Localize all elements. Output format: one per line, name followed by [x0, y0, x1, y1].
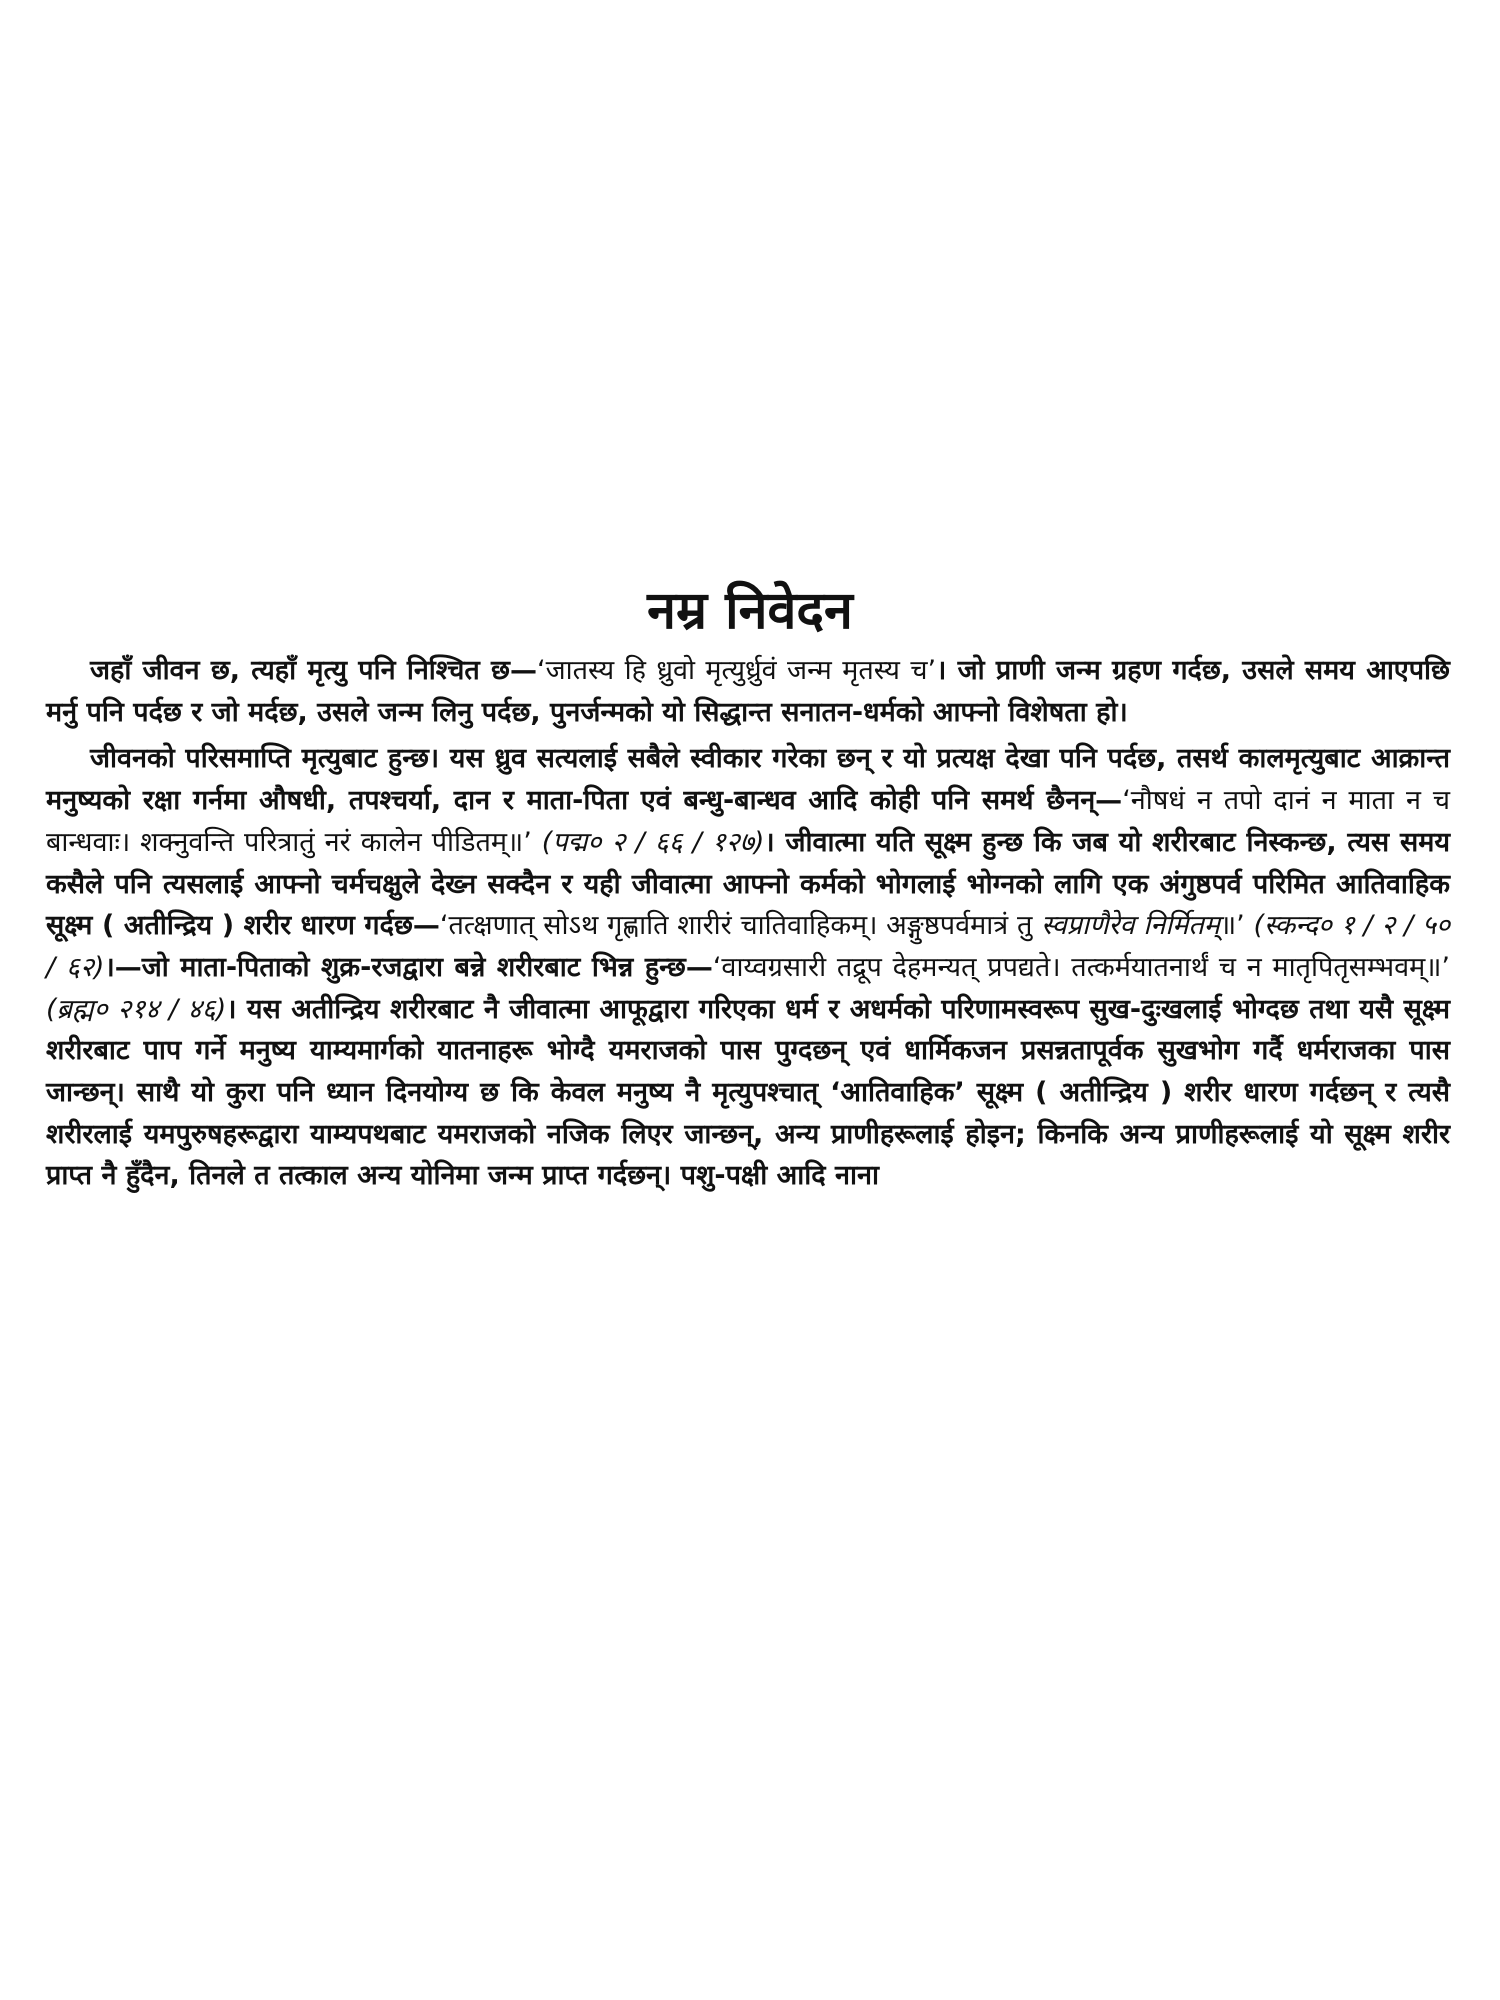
- body-text: [46, 650, 1450, 1197]
- quote-italic-run: स्वप्राणैरेव निर्मितम्: [1041, 910, 1220, 942]
- quote-run: ‘वाय्वग्रसारी तद्रूप देहमन्यत् प्रपद्यते। तत्कर्मयातनार्थं च न मातृपितृसम्भवम्॥’: [712, 951, 1451, 983]
- text-run: । जो प्राणी जन्म ग्रहण गर्दछ, उसले समय आएपछि मर्नु पनि पर्दछ र जो मर्दछ, उसले जन्म लिनु पर्दछ, पुनर्जन्मको यो सिद्धान्त सनातन-धर्मको आफ्नो विशेषता हो।: [46, 655, 1450, 728]
- quote-run: ‘नौषधं न तपो दानं न माता न च बान्धवाः। शक्नुवन्ति परित्रातुं नरं कालेन पीडितम्॥’: [46, 785, 1450, 858]
- page-title: नम्र निवेदन: [647, 581, 853, 641]
- quote-run: ‘तत्क्षणात् सोऽथ गृह्णाति शारीरं चातिवाहिकम्। अङ्गुष्ठपर्वमात्रं तु: [439, 910, 1042, 942]
- text-run: ।—जो माता-पिताको शुक्र-रजद्वारा बन्ने शरीरबाट भिन्न हुन्छ—: [104, 951, 713, 983]
- text-run: जहाँ जीवन छ, त्यहाँ मृत्यु पनि निश्चित छ—: [90, 655, 537, 686]
- text-run: । यस अतीन्द्रिय शरीरबाट नै जीवात्मा आफूद्वारा गरिएका धर्म र अधर्मको परिणामस्वरूप सुख-दुःखलाई भोग्दछ तथा यसै सूक्ष्म शरीरबाट पाप गर्ने मनुष्य याम्यमार्गको यातनाहरू भोग्दै यमराजको पास पुग्दछन् एवं धार्मिकजन प्रसन्नतापूर्वक सुखभोग गर्दै धर्मराजका पास जान्छन्। साथै यो कुरा पनि ध्यान दिनयोग्य छ कि केवल मनुष्य नै मृत्युपश्चात् ‘आतिवाहिक’ सूक्ष्म ( अतीन्द्रिय ) शरीर धारण गर्दछन् र त्यसै शरीरलाई यमपुरुषहरूद्वारा याम्यपथबाट यमराजको नजिक लिएर जान्छन्, अन्य प्राणीहरूलाई होइन; किनकि अन्य प्राणीहरूलाई यो सूक्ष्म शरीर प्राप्त नै हुँदैन, तिनले त तत्काल अन्य योनिमा जन्म प्राप्त गर्दछन्। पशु-पक्षी आदि नाना: [46, 993, 1450, 1192]
- quote-run: ‘जातस्य हि ध्रुवो मृत्युर्ध्रुवं जन्म मृतस्य च’: [536, 655, 937, 686]
- paragraph-2: [46, 738, 1450, 1197]
- citation-run: (ब्रह्म० २१४ / ४६): [46, 993, 227, 1025]
- citation-run: (पद्म० २ / ६६ / १२७): [531, 826, 765, 858]
- paragraph-1: [46, 650, 1450, 733]
- citation-run: (स्कन्द० १ / २ / ५० / ६२): [46, 910, 1451, 983]
- text-run: जीवनको परिसमाप्ति मृत्युबाट हुन्छ। यस ध्रुव सत्यलाई सबैले स्वीकार गरेका छन् र यो प्रत्यक्ष देखा पनि पर्दछ, तसर्थ कालमृत्युबाट आक्रान्त मनुष्यको रक्षा गर्नमा औषधी, तपश्चर्या, दान र माता-पिता एवं बन्धु-बान्धव आदि कोही पनि समर्थ छैनन्—: [46, 743, 1450, 817]
- text-run: । जीवात्मा यति सूक्ष्म हुन्छ कि जब यो शरीरबाट निस्कन्छ, त्यस समय कसैले पनि त्यसलाई आफ्नो चर्मचक्षुले देख्न सक्दैन र यही जीवात्मा आफ्नो कर्मको भोगलाई भोग्नको लागि एक अंगुष्ठपर्व परिमित आतिवाहिक सूक्ष्म ( अतीन्द्रिय ) शरीर धारण गर्दछ—: [46, 826, 1450, 942]
- quote-run: ॥’: [1219, 910, 1245, 942]
